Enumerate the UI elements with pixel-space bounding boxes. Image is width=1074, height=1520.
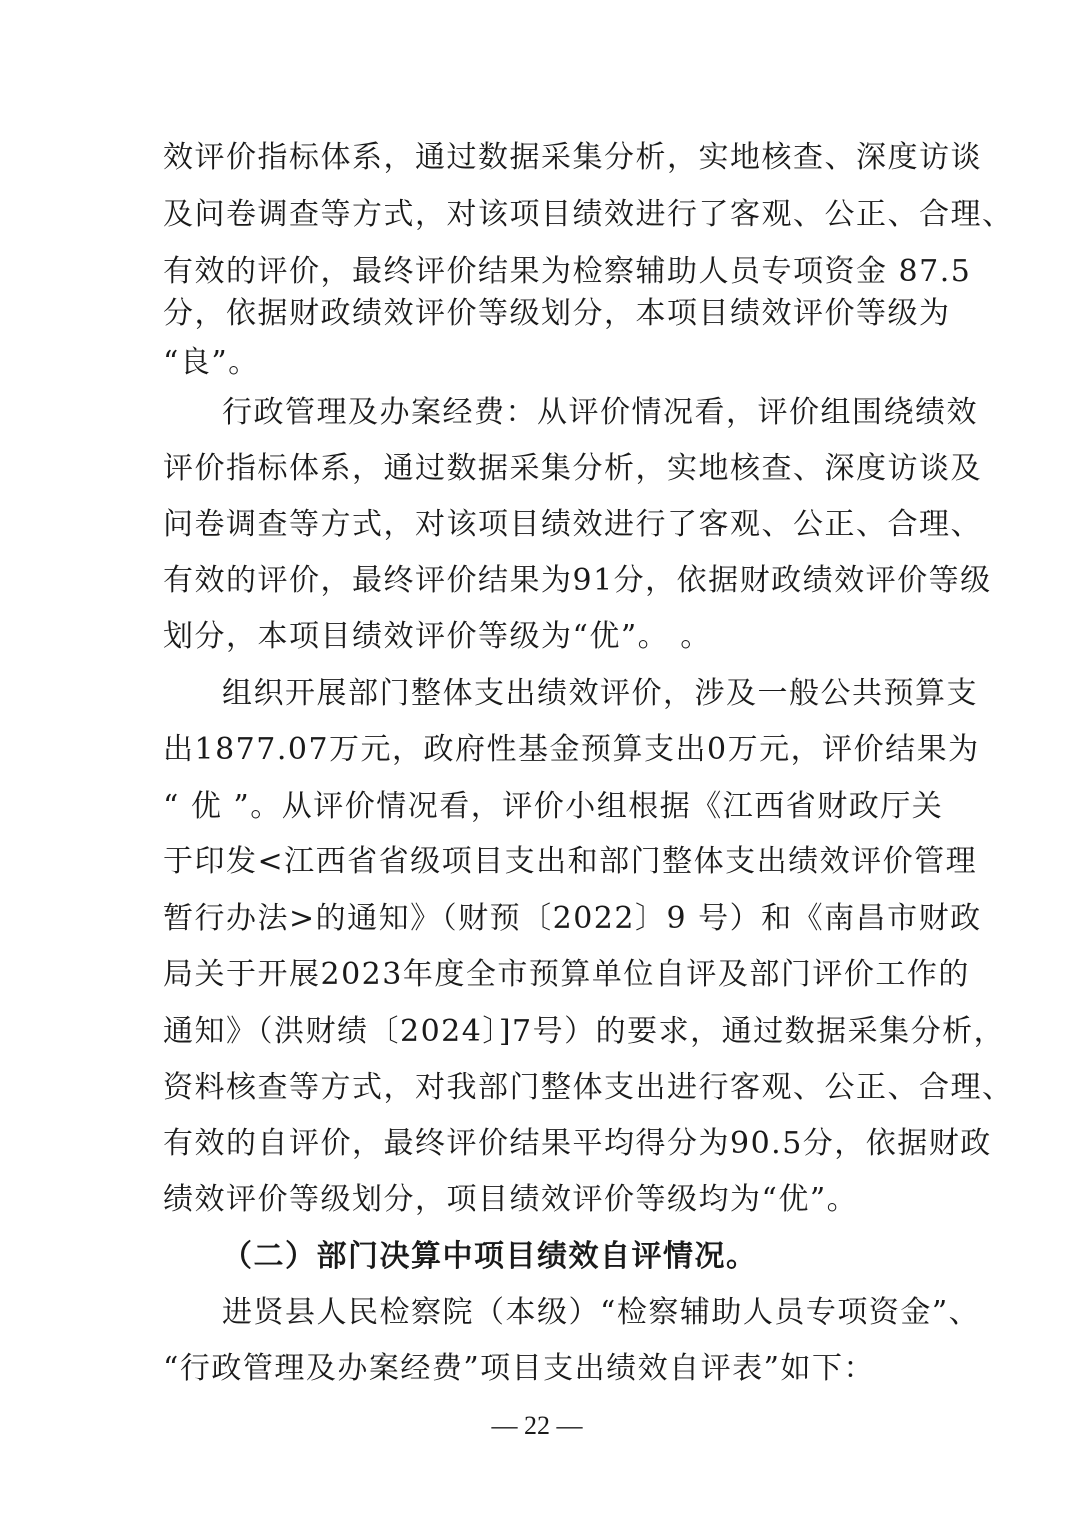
text-line: “ 优 ”。从评价情况看，评价小组根据《江西省财政厅关 xyxy=(163,789,944,824)
text-line: 于印发<江西省省级项目支出和部门整体支出绩效评价管理 xyxy=(163,844,978,879)
text-line: 资料核查等方式，对我部门整体支出进行客观、公正、合理、 xyxy=(163,1070,1014,1105)
page-number: — 22 — xyxy=(491,1411,583,1440)
text-line: “行政管理及办案经费”项目支出绩效自评表”如下： xyxy=(163,1351,876,1386)
text-line: 有效的评价，最终评价结果为检察辅助人员专项资金 87.5 xyxy=(163,254,972,289)
text-line: 效评价指标体系，通过数据采集分析，实地核查、深度访谈 xyxy=(163,140,982,175)
text-line: 有效的评价，最终评价结果为91分，依据财政绩效评价等级 xyxy=(163,563,992,598)
section-heading: （二）部门决算中项目绩效自评情况。 xyxy=(222,1239,758,1274)
paragraph-start-line: 组织开展部门整体支出绩效评价，涉及一般公共预算支 xyxy=(222,676,978,711)
text-line: 绩效评价等级划分，项目绩效评价等级均为“优”。 xyxy=(163,1182,859,1217)
text-line: 及问卷调查等方式，对该项目绩效进行了客观、公正、合理、 xyxy=(163,197,1014,232)
text-line: “良”。 xyxy=(163,345,260,380)
text-line: 评价指标体系，通过数据采集分析，实地核查、深度访谈及 xyxy=(163,451,982,486)
text-line: 问卷调查等方式，对该项目绩效进行了客观、公正、合理、 xyxy=(163,507,982,542)
paragraph-start-line: 进贤县人民检察院（本级）“检察辅助人员专项资金”、 xyxy=(222,1295,981,1330)
text-line: 暂行办法>的通知》（财预〔2022〕9 号）和《南昌市财政 xyxy=(163,901,982,936)
text-line: 出1877.07万元，政府性基金预算支出0万元，评价结果为 xyxy=(163,732,980,767)
paragraph-start-line: 行政管理及办案经费：从评价情况看，评价组围绕绩效 xyxy=(222,395,978,430)
text-line: 局关于开展2023年度全市预算单位自评及部门评价工作的 xyxy=(163,957,970,992)
text-line: 分，依据财政绩效评价等级划分，本项目绩效评价等级为 xyxy=(163,296,951,331)
text-line: 划分，本项目绩效评价等级为“优”。 。 xyxy=(163,619,712,654)
text-line: 通知》（洪财绩〔2024〕]7号）的要求，通过数据采集分析， xyxy=(163,1014,1006,1049)
text-line: 有效的自评价，最终评价结果平均得分为90.5分，依据财政 xyxy=(163,1126,992,1161)
